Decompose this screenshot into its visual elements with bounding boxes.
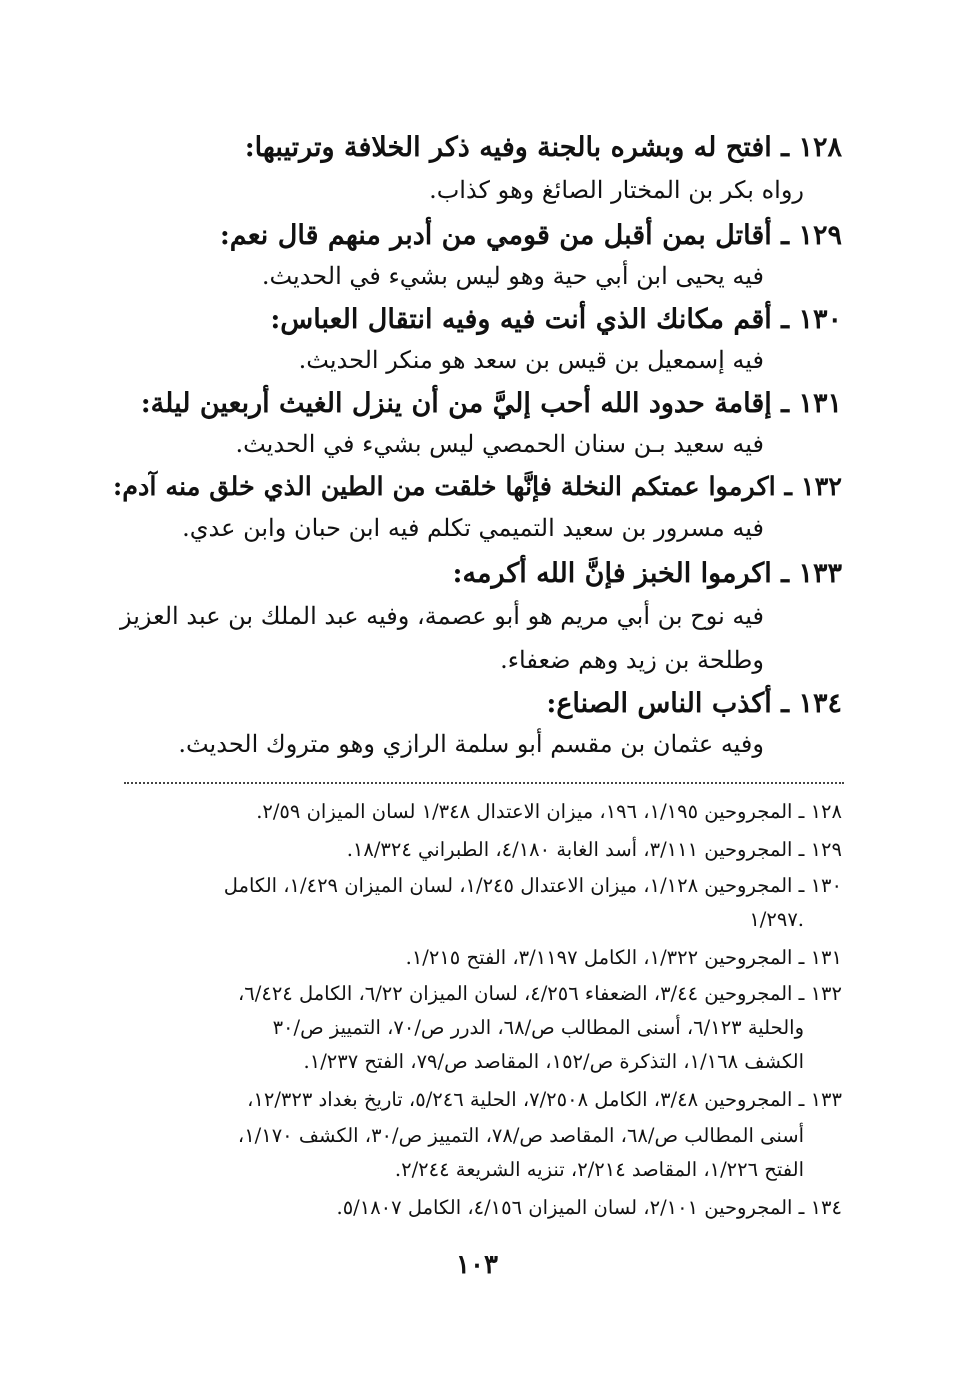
footnote-132: ١٣٢ ـ المجروحين ٣/٤٤، الضعفاء ٤/٢٥٦، لسان الميزان ٦/٢٢، الكامل ٦/٤٢٤، xyxy=(238,982,842,1005)
entry-heading-133: ١٣٣ ـ اكرموا الخبز فإنَّ الله أكرمه: xyxy=(452,558,842,589)
entry-body-129: فيه يحيى ابن أبي حية وهو ليس بشيء في الحديث. xyxy=(261,262,764,290)
entry-heading-132: ١٣٢ ـ اكرموا عمتكم النخلة فإنَّها خلقت من الطين الذي خلق منه آدم: xyxy=(112,472,842,502)
footnote-130-cont: ١/٢٩٧. xyxy=(749,908,804,931)
page-number: ١٠٣ xyxy=(456,1250,498,1280)
entry-body-134: وفيه عثمان بن مقسم أبو سلمة الرازي وهو متروك الحديث. xyxy=(178,730,764,758)
footnote-133: ١٣٣ ـ المجروحين ٣/٤٨، الكامل ٧/٢٥٠٨، الحلية ٥/٢٤٦، تاريخ بغداد ١٢/٣٢٣، xyxy=(247,1088,842,1111)
footnote-132-cont2: الكشف ١/١٦٨، التذكرة ص/١٥٢، المقاصد ص/٧٩، الفتح ١/٢٣٧. xyxy=(303,1050,804,1073)
footnote-131: ١٣١ ـ المجروحين ١/٣٢٢، الكامل ٣/١١٩٧، الفتح ١/٢١٥. xyxy=(405,946,842,969)
entry-heading-130: ١٣٠ ـ أقم مكانك الذي أنت فيه وفيه انتقال العباس: xyxy=(270,304,842,335)
entry-heading-128: ١٢٨ ـ افتح له وبشره بالجنة وفيه ذكر الخلافة وترتيبها: xyxy=(244,132,842,163)
entry-heading-134: ١٣٤ ـ أكذب الناس الصناع: xyxy=(546,688,842,719)
footnote-133-cont1: أسنى المطالب ص/٦٨، المقاصد ص/٧٨، التمييز ص/٣٠، الكشف ١/١٧٠، xyxy=(237,1124,804,1147)
entry-body-128: رواه بكر بن المختار الصائغ وهو كذاب. xyxy=(429,176,804,204)
footnote-132-cont1: والحلية ٦/١٢٣، أسنى المطالب ص/٦٨، الدرر ص/٧٠، التمييز ص/٣٠ xyxy=(272,1016,804,1039)
footnote-128: ١٢٨ ـ المجروحين ١/١٩٥، ١٩٦، ميزان الاعتدال ١/٣٤٨ لسان الميزان ٢/٥٩. xyxy=(256,800,842,823)
entry-body-133: فيه نوح بن أبي مريم هو أبو عصمة، وفيه عبد الملك بن عبد العزيز xyxy=(120,602,764,630)
entry-body-130: فيه إسمعيل بن قيس بن سعد هو منكر الحديث. xyxy=(298,346,764,374)
footnote-129: ١٢٩ ـ المجروحين ٣/١١١، أسد الغابة ٤/١٨٠، الطبراني ١٨/٣٢٤. xyxy=(346,838,842,861)
entry-heading-131: ١٣١ ـ إقامة حدود الله أحب إليَّ من أن ينزل الغيث أربعين ليلة: xyxy=(140,388,842,419)
entry-body-132: فيه مسرور بن سعيد التميمي تكلم فيه ابن حبان وابن عدي. xyxy=(182,514,764,542)
footnote-separator xyxy=(124,782,844,788)
footnote-134: ١٣٤ ـ المجروحين ٢/١٠١، لسان الميزان ٤/١٥٦، الكامل ٥/١٨٠٧. xyxy=(336,1196,842,1219)
entry-body-131: فيه سعيد بـن سنان الحمصي ليس بشيء في الحديث. xyxy=(235,430,764,458)
footnote-130: ١٣٠ ـ المجروحين ١/١٢٨، ميزان الاعتدال ١/٢٤٥، لسان الميزان ١/٤٢٩، الكامل xyxy=(223,874,842,897)
entry-heading-129: ١٢٩ ـ أقاتل بمن أقبل من قومي من أدبر منهم قال نعم: xyxy=(219,220,842,251)
entry-body-133-cont: وطلحة بن زيد وهم ضعفاء. xyxy=(500,646,764,674)
footnote-133-cont2: الفتح ١/٢٢٦، المقاصد ٢/٢١٤، تنزيه الشريعة ٢/٢٤٤. xyxy=(394,1158,804,1181)
